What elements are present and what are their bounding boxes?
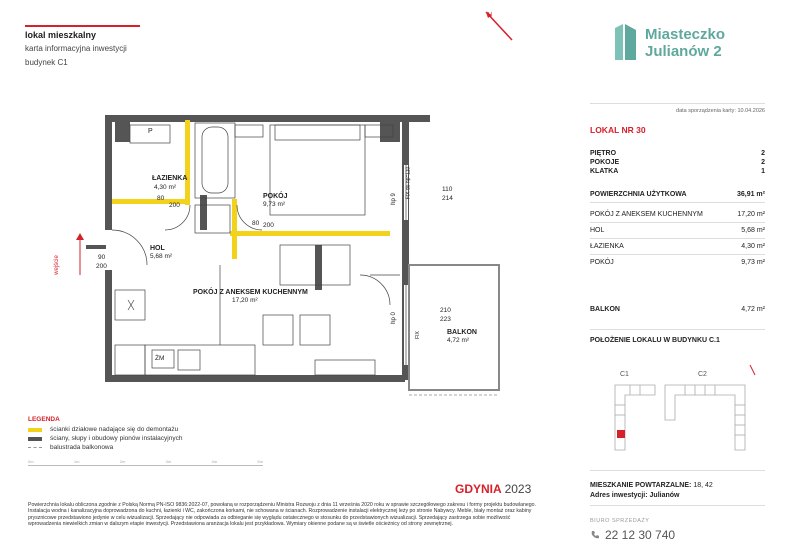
label-lazienka: ŁAZIENKA — [152, 175, 188, 182]
phone-icon — [590, 530, 600, 540]
label-balkon: BALKON — [447, 329, 477, 336]
label-pokoj: POKÓJ — [263, 193, 288, 200]
window-1-height: 214 — [442, 195, 453, 202]
fix-label-1: FIX do hp=110 — [405, 166, 412, 200]
logo-divider — [590, 103, 765, 104]
footer-disclaimer: Powierzchnia lokalu obliczona zgodnie z Polską Normą PN-ISO 9836:2022-07, powołaną w rozporządzeniu Ministra Rozwoju z dnia 11 września 2020 roku w sprawie szczegółowego zakresu i formy projektu budowlanego. Instalacja wodna i kanalizacyjna doprowadzona do kuchni, łazienki i WC, zakończona korkami, nie schowana w ścianach. Rozprowadzenie instalacji elektrycznej leży po stronie Nabywcy. Meble, biały montaż oraz kabiny prysznicowe przedstawiono jedynie w celu wizualizacji. Sprzedający nie odpowiada za odbieganie się wyglądu ostatecznego w stosunku do przedstawionych wizualizacji. Sprzedający zastrzega sobie możliwość wprowadzenia niewielkich zmian w dalszym etapie inwestycji. Przedstawiona aranżacja lokalu jest przykładowa. Wymiary okienne podane są w świetle ościeżnicy od strony zewnętrznej. — [28, 502, 536, 527]
logo-text: Miasteczko Julianów 2 — [645, 26, 726, 60]
legend — [28, 416, 182, 452]
address-divider — [590, 505, 765, 506]
door-room-height: 200 — [263, 222, 274, 229]
info-panel — [590, 125, 765, 344]
window-2-width: 210 — [440, 307, 451, 314]
legend-item: ściany, słupy i obudowy pionów instalacyjnych — [28, 434, 182, 443]
lokal-title: LOKAL NR 30 — [590, 125, 646, 135]
label-hol-area: 5,68 m² — [150, 253, 173, 260]
label-balkon-area: 4,72 m² — [447, 337, 470, 344]
header-red-line — [25, 25, 140, 27]
legend-swatch — [28, 437, 42, 441]
header-title: lokal mieszkalny — [25, 30, 97, 40]
logo-icon — [612, 20, 642, 62]
door-room-width: 80 — [252, 220, 260, 227]
city-label: GDYNIA 2023 — [455, 482, 532, 496]
address-row: Adres inwestycji: Julianów — [590, 492, 680, 499]
scale-labels: 0m 1m 2m 3m 4m 5m — [28, 459, 263, 464]
legend-item: ścianki działowe nadające się do demontażu — [28, 425, 182, 434]
floor-plan — [30, 95, 540, 400]
door-entry-width: 90 — [98, 254, 106, 261]
location-c2: C2 — [698, 371, 707, 378]
balcony-row: BALKON 4,72 m² — [590, 306, 765, 313]
legend-item: balustrada balkonowa — [28, 443, 182, 452]
header-subtitle: karta informacyjna inwestycji — [25, 44, 127, 53]
room-row: HOL 5,68 m² — [590, 227, 765, 234]
door-bath-height: 200 — [169, 202, 180, 209]
door-entry-height: 200 — [96, 263, 107, 270]
north-label: N — [487, 12, 493, 19]
info-row: KLATKA 1 — [590, 168, 765, 175]
date-label: data sporządzenia karty: 10.04.2026 — [676, 108, 765, 114]
repeat-row: MIESZKANIE POWTARZALNE: 18, 42 — [590, 482, 713, 489]
label-kuchnia: POKÓJ Z ANEKSEM KUCHENNYM — [193, 289, 308, 296]
hp0-label: hp 0 — [390, 312, 397, 324]
map-divider — [590, 470, 765, 471]
label-hol: HOL — [150, 245, 165, 252]
legend-title: LEGENDA — [28, 416, 60, 423]
info-row: PIĘTRO 2 — [590, 150, 765, 157]
label-pokoj-area: 9,73 m² — [263, 201, 286, 208]
area-total: POWIERZCHNIA UŻYTKOWA 36,91 m² — [590, 191, 765, 198]
room-row: POKÓJ 9,73 m² — [590, 259, 765, 266]
scale-bar — [28, 465, 263, 466]
header-building: budynek C1 — [25, 58, 68, 67]
fix-label-2: FIX — [414, 331, 421, 339]
label-p: P — [148, 128, 153, 135]
door-bath-width: 80 — [157, 195, 165, 202]
north-arrow-icon — [478, 6, 518, 46]
location-title: POŁOŻENIE LOKALU W BUDYNKU C.1 — [590, 337, 720, 344]
room-row: ŁAZIENKA 4,30 m² — [590, 243, 765, 250]
entrance-label: wejście — [53, 255, 60, 275]
hp9-label: hp 9 — [390, 193, 397, 205]
window-1-width: 110 — [442, 186, 453, 193]
info-row: POKOJE 2 — [590, 159, 765, 166]
sales-label: BIURO SPRZEDAŻY — [590, 518, 650, 524]
legend-swatch — [28, 447, 42, 448]
legend-swatch — [28, 428, 42, 432]
room-row: POKÓJ Z ANEKSEM KUCHENNYM 17,20 m² — [590, 211, 765, 218]
label-kuchnia-area: 17,20 m² — [232, 297, 258, 304]
location-c1: C1 — [620, 371, 629, 378]
label-lazienka-area: 4,30 m² — [154, 184, 177, 191]
window-2-height: 223 — [440, 316, 451, 323]
label-zm: ŻM — [155, 355, 165, 362]
sales-phone[interactable]: 22 12 30 740 — [605, 528, 676, 542]
